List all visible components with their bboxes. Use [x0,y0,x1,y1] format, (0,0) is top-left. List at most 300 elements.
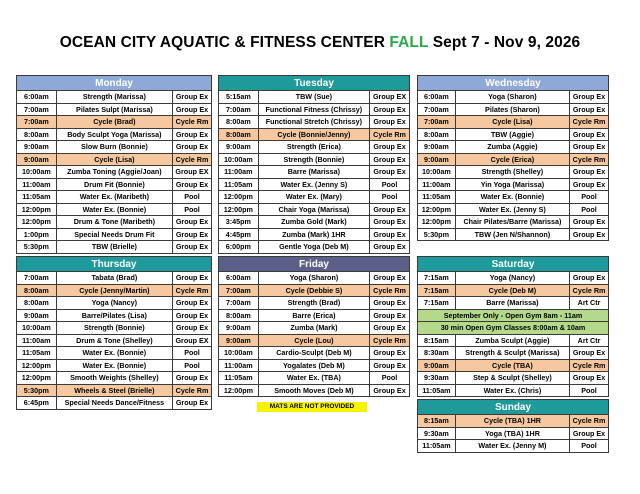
class-name: Water Ex. (Bonnie) [56,359,172,372]
class-row [17,103,212,116]
class-location: Cycle Rm [173,116,212,129]
class-location: Group Ex [370,347,410,360]
class-row [17,166,212,179]
class-row [17,203,212,216]
class-name: Water Ex. (Jenny S) [455,203,569,216]
class-row [418,415,609,428]
class-row [17,128,212,141]
class-name: Water Ex. (Bonnie) [56,203,172,216]
class-location: Group Ex [570,141,609,154]
class-location: Group Ex [370,384,410,397]
class-time: 9:00am [17,141,57,154]
class-time: 5:30pm [17,384,57,397]
class-row [418,153,609,166]
monday-header: Monday [17,76,212,91]
class-row [418,347,609,360]
class-time: 7:15am [418,284,456,297]
class-time: 7:15am [418,297,456,310]
class-location: Group Ex [570,272,609,285]
class-location: Cycle Rm [173,153,212,166]
class-name: Water Ex. (Bonnie) [56,347,172,360]
class-name: TBW (Brielle) [56,241,172,254]
class-time: 12:00pm [17,203,57,216]
class-name: Step & Sculpt (Shelley) [455,372,569,385]
class-location: Group Ex [173,297,212,310]
class-row [418,91,609,104]
class-time: 9:00am [418,153,456,166]
class-name: Cycle (Brad) [56,116,172,129]
class-location: Art Ctr [570,334,609,347]
class-name: Special Needs Dance/Fitness [56,397,172,410]
page-title [0,34,640,52]
class-name: Zumba (Aggie) [455,141,569,154]
class-time: 8:00am [219,309,259,322]
class-row [418,359,609,372]
class-name: Cycle (Erica) [455,153,569,166]
class-location: Cycle Rm [370,128,410,141]
class-time: 9:00am [17,153,57,166]
title-dates: Sept 7 - Nov 9, 2026 [428,34,581,51]
class-row [17,322,212,335]
class-location: Pool [173,191,212,204]
class-name: Slow Burn (Bonnie) [56,141,172,154]
tuesday-rows [219,91,410,254]
class-row [17,228,212,241]
class-name: Barre (Marissa) [455,297,569,310]
class-row [17,372,212,385]
class-row [17,384,212,397]
saturday-rows-bottom [418,334,609,397]
class-row [17,309,212,322]
class-location: Group Ex [173,272,212,285]
class-name: Zumba Sculpt (Aggie) [455,334,569,347]
class-time: 10:00am [219,153,259,166]
class-name: Wheels & Steel (Brielle) [56,384,172,397]
class-name: Special Needs Drum Fit [56,228,172,241]
class-row [219,272,410,285]
class-time: 11:00am [418,178,456,191]
class-location: Pool [173,203,212,216]
class-location: Group EX [173,334,212,347]
class-row [219,309,410,322]
class-location: Cycle Rm [173,284,212,297]
class-row [219,384,410,397]
class-location: Pool [173,359,212,372]
class-time: 7:00am [219,284,259,297]
class-name: Yoga (Nancy) [455,272,569,285]
class-time: 6:00am [418,91,456,104]
class-row [418,141,609,154]
class-name: Zumba Gold (Mark) [258,216,369,229]
class-time: 12:00pm [17,359,57,372]
class-time: 5:30pm [418,228,456,241]
class-name: Strength (Bonnie) [258,153,369,166]
class-row [219,284,410,297]
class-location: Group Ex [570,128,609,141]
class-row [17,284,212,297]
class-time: 11:00am [17,178,57,191]
class-name: TBW (Jen N/Shannon) [455,228,569,241]
class-name: Drum & Tone (Shelley) [56,334,172,347]
mats-notice: MATS ARE NOT PROVIDED [257,402,367,412]
class-time: 10:00am [17,322,57,335]
thursday-schedule [16,256,212,410]
class-location: Group EX [173,166,212,179]
class-time: 10:00am [418,166,456,179]
class-row [418,191,609,204]
class-location: Group Ex [570,228,609,241]
class-row [17,359,212,372]
class-location: Group Ex [570,166,609,179]
class-location: Group Ex [570,427,609,440]
class-location: Group Ex [570,347,609,360]
class-time: 7:00am [418,103,456,116]
class-time: 10:00am [219,347,259,360]
class-row [418,178,609,191]
class-time: 8:15am [418,415,456,428]
title-season: FALL [389,34,429,51]
open-gym-note-1: September Only - Open Gym 8am - 11am [418,309,609,322]
class-name: Smooth Weights (Shelley) [56,372,172,385]
class-row [418,116,609,129]
class-row [418,203,609,216]
class-row [418,284,609,297]
class-name: Strength (Bonnie) [56,322,172,335]
class-row [17,116,212,129]
saturday-open-gym [418,309,609,334]
class-location: Group Ex [173,309,212,322]
class-row [219,166,410,179]
class-row [17,216,212,229]
title-main: OCEAN CITY AQUATIC & FITNESS CENTER [59,34,390,51]
class-row [219,297,410,310]
sunday-header: Sunday [418,400,609,415]
class-location: Group Ex [173,216,212,229]
class-time: 5:30pm [17,241,57,254]
class-time: 11:05am [418,440,456,453]
class-location: Group Ex [370,297,410,310]
class-row [418,384,609,397]
class-row [219,241,410,254]
tuesday-header: Tuesday [219,76,410,91]
class-location: Group Ex [173,397,212,410]
class-location: Group Ex [570,216,609,229]
friday-schedule [218,256,410,397]
class-time: 10:00am [17,166,57,179]
class-name: Zumba (Mark) [258,322,369,335]
class-name: Yogalates (Deb M) [258,359,369,372]
thursday-header: Thursday [17,257,212,272]
class-location: Group Ex [370,103,410,116]
class-name: Water Ex. (Jenny M) [455,440,569,453]
class-name: Barre (Erica) [258,309,369,322]
class-location: Group Ex [173,128,212,141]
saturday-rows-top [418,272,609,310]
class-time: 7:00am [418,116,456,129]
class-location: Group Ex [370,203,410,216]
class-location: Group Ex [173,322,212,335]
class-location: Group Ex [173,228,212,241]
class-time: 11:05am [219,372,259,385]
class-name: Water Ex. (Jenny S) [258,178,369,191]
class-location: Group Ex [370,309,410,322]
class-location: Cycle Rm [173,384,212,397]
wednesday-schedule [417,75,609,241]
class-time: 9:30am [418,372,456,385]
friday-header: Friday [219,257,410,272]
class-time: 11:00am [219,359,259,372]
class-location: Group Ex [173,178,212,191]
class-time: 12:00pm [219,384,259,397]
class-time: 8:30am [418,347,456,360]
class-name: Pilates (Sharon) [455,103,569,116]
class-location: Pool [570,384,609,397]
sunday-rows [418,415,609,453]
class-location: Pool [370,191,410,204]
class-row [219,191,410,204]
class-time: 9:00am [219,141,259,154]
class-time: 12:00pm [418,216,456,229]
class-time: 11:00am [219,166,259,179]
class-name: Zumba (Mark) 1HR [258,228,369,241]
class-name: Drum & Tone (Maribeth) [56,216,172,229]
class-time: 6:45pm [17,397,57,410]
class-row [418,297,609,310]
monday-rows [17,91,212,254]
class-row [219,372,410,385]
class-location: Group Ex [173,372,212,385]
class-name: Gentle Yoga (Deb M) [258,241,369,254]
class-time: 8:00am [17,284,57,297]
class-name: Yoga (TBA) 1HR [455,427,569,440]
class-location: Pool [370,178,410,191]
class-time: 5:15am [219,91,259,104]
class-row [418,128,609,141]
class-time: 7:00am [17,272,57,285]
class-name: Cycle (Lou) [258,334,369,347]
class-row [17,397,212,410]
class-time: 8:00am [219,116,259,129]
class-name: Barre/Pilates (Lisa) [56,309,172,322]
class-name: Strength (Erica) [258,141,369,154]
class-name: Cycle (Deb M) [455,284,569,297]
class-location: Group Ex [370,166,410,179]
class-name: Strength (Shelley) [455,166,569,179]
class-name: Cycle (TBA) [455,359,569,372]
class-row [219,347,410,360]
class-location: Art Ctr [570,297,609,310]
class-name: Strength & Sculpt (Marissa) [455,347,569,360]
class-time: 8:00am [418,128,456,141]
class-row [219,203,410,216]
class-location: Group Ex [570,178,609,191]
thursday-rows [17,272,212,410]
class-row [219,178,410,191]
class-time: 6:00am [219,272,259,285]
class-time: 11:05am [418,191,456,204]
class-location: Group Ex [370,153,410,166]
class-time: 8:00am [219,128,259,141]
class-row [219,141,410,154]
class-row [219,116,410,129]
class-time: 9:00am [418,141,456,154]
wednesday-header: Wednesday [418,76,609,91]
class-time: 4:45pm [219,228,259,241]
class-location: Cycle Rm [570,116,609,129]
class-time: 9:00am [17,309,57,322]
class-name: Cycle (Debbie S) [258,284,369,297]
class-location: Cycle Rm [570,284,609,297]
class-time: 12:00pm [219,203,259,216]
class-name: Chair Yoga (Marissa) [258,203,369,216]
class-name: Yoga (Sharon) [455,91,569,104]
class-location: Group Ex [570,372,609,385]
class-time: 9:00am [219,322,259,335]
class-location: Pool [570,191,609,204]
class-location: Pool [570,440,609,453]
class-time: 7:00am [219,297,259,310]
class-name: Functional Stretch (Chrissy) [258,116,369,129]
class-location: Cycle Rm [570,359,609,372]
class-row [418,427,609,440]
class-location: Pool [173,347,212,360]
class-row [418,216,609,229]
class-time: 6:00am [17,91,57,104]
class-time: 9:00am [219,334,259,347]
class-row [17,334,212,347]
class-location: Pool [370,372,410,385]
tuesday-schedule [218,75,410,254]
class-location: Group Ex [370,141,410,154]
class-row [219,153,410,166]
wednesday-rows [418,91,609,241]
class-location: Group EX [370,91,410,104]
class-location: Cycle Rm [570,153,609,166]
class-location: Cycle Rm [370,284,410,297]
class-row [418,228,609,241]
class-location: Group Ex [370,359,410,372]
class-time: 7:00am [219,103,259,116]
class-location: Pool [570,203,609,216]
class-row [418,372,609,385]
class-name: Cycle (Jenny/Martin) [56,284,172,297]
class-name: Water Ex. (Mary) [258,191,369,204]
class-name: Yin Yoga (Marissa) [455,178,569,191]
class-name: Cycle (Lisa) [455,116,569,129]
class-name: Cycle (TBA) 1HR [455,415,569,428]
class-name: Barre (Marissa) [258,166,369,179]
class-time: 12:00pm [418,203,456,216]
class-time: 3:45pm [219,216,259,229]
class-row [17,297,212,310]
saturday-header: Saturday [418,257,609,272]
class-location: Group Ex [370,116,410,129]
class-name: Tabata (Brad) [56,272,172,285]
class-row [219,103,410,116]
class-name: Strength (Marissa) [56,91,172,104]
class-location: Group Ex [370,272,410,285]
class-time: 6:00pm [219,241,259,254]
class-time: 11:05am [17,191,57,204]
class-location: Group Ex [173,103,212,116]
class-time: 11:05am [17,347,57,360]
class-row [17,347,212,360]
class-time: 8:15am [418,334,456,347]
class-row [17,91,212,104]
open-gym-note-2: 30 min Open Gym Classes 8:00am & 10am [418,322,609,335]
class-location: Group Ex [370,228,410,241]
class-time: 9:00am [418,359,456,372]
class-name: Cycle (Lisa) [56,153,172,166]
class-row [219,128,410,141]
class-name: Zumba Toning (Aggie/Joan) [56,166,172,179]
class-location: Group Ex [173,141,212,154]
class-row [17,191,212,204]
class-row [418,334,609,347]
class-name: Drum Fit (Bonnie) [56,178,172,191]
class-name: Yoga (Nancy) [56,297,172,310]
class-location: Group Ex [370,216,410,229]
class-time: 1:00pm [17,228,57,241]
class-name: Cycle (Bonnie/Jenny) [258,128,369,141]
class-row [17,141,212,154]
class-row [219,216,410,229]
class-location: Group Ex [370,241,410,254]
sunday-schedule [417,399,609,453]
class-name: Water Ex. (Bonnie) [455,191,569,204]
class-time: 7:15am [418,272,456,285]
class-location: Group Ex [370,322,410,335]
class-row [418,166,609,179]
class-time: 11:05am [219,178,259,191]
class-time: 7:00am [17,103,57,116]
class-row [219,91,410,104]
class-location: Group Ex [570,103,609,116]
class-name: Yoga (Sharon) [258,272,369,285]
class-location: Group Ex [173,91,212,104]
class-row [17,241,212,254]
class-row [219,322,410,335]
class-location: Cycle Rm [570,415,609,428]
class-name: TBW (Sue) [258,91,369,104]
class-time: 11:05am [418,384,456,397]
class-name: Chair Pilates/Barre (Marissa) [455,216,569,229]
class-row [418,103,609,116]
class-name: Water Ex. (Chris) [455,384,569,397]
class-time: 12:00pm [17,216,57,229]
class-row [219,334,410,347]
class-time: 9:30am [418,427,456,440]
saturday-schedule [417,256,609,397]
class-row [418,440,609,453]
class-name: TBW (Aggie) [455,128,569,141]
class-time: 8:00am [17,128,57,141]
class-location: Cycle Rm [370,334,410,347]
monday-schedule [16,75,212,254]
class-row [17,272,212,285]
class-row [219,359,410,372]
class-location: Group Ex [570,91,609,104]
class-name: Strength (Brad) [258,297,369,310]
class-name: Functional Fitness (Chrissy) [258,103,369,116]
class-location: Group Ex [173,241,212,254]
class-name: Pilates Sulpt (Marissa) [56,103,172,116]
class-time: 12:00pm [219,191,259,204]
class-row [17,178,212,191]
class-time: 12:00pm [17,372,57,385]
class-time: 8:00am [17,297,57,310]
class-name: Cardio-Sculpt (Deb M) [258,347,369,360]
